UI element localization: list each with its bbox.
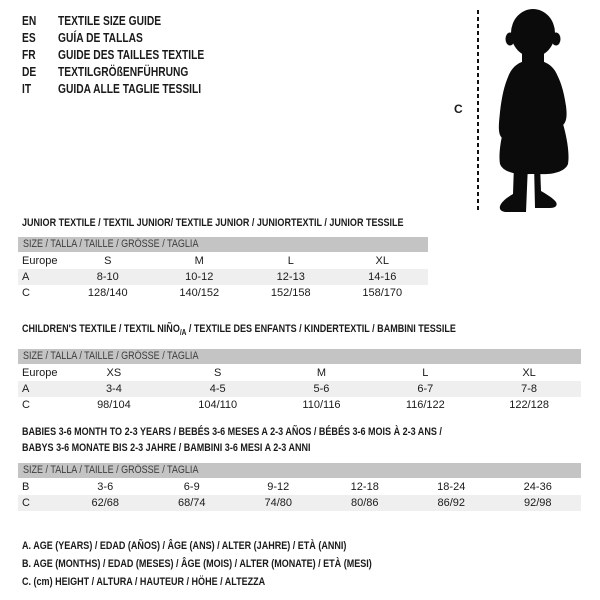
babies-table-title-line1 [22, 426, 534, 438]
language-row-fr [22, 47, 236, 64]
height-label: C [454, 102, 463, 116]
height-cell: 140/152 [179, 287, 220, 299]
language-code [22, 47, 58, 64]
language-label: GUIDE DES TAILLES TEXTILE [58, 48, 205, 62]
children-size-table [18, 349, 581, 413]
legend-item-a [22, 537, 449, 555]
size-cell: L [287, 255, 294, 267]
babies-title-text-2: BABYS 3-6 MONATE BIS 2-3 JAHRE / BAMBINI 3-6 MESI A 2-3 ANNI [22, 442, 311, 454]
height-cell: 116/122 [405, 399, 445, 411]
size-header-text: SIZE / TALLA / TAILLE / GRÖSSE / TAGLIA [23, 238, 199, 250]
size-header-bar [18, 237, 428, 252]
size-header-bar [18, 349, 581, 364]
language-row-en [22, 13, 236, 30]
language-label: GUÍA DE TALLAS [58, 31, 143, 45]
language-code-text: EN [22, 14, 37, 28]
table-row-height [18, 495, 581, 511]
months-cell: 3-6 [97, 481, 114, 493]
title-subscript: /A [179, 328, 187, 338]
height-cell: 122/128 [509, 399, 549, 411]
height-cell: 158/170 [362, 287, 403, 299]
size-header-text: SIZE / TALLA / TAILLE / GRÖSSE / TAGLIA [23, 464, 199, 476]
height-cell: 68/74 [177, 497, 206, 509]
table-row-height [18, 285, 428, 301]
row-label: C [22, 497, 30, 509]
language-code [22, 30, 58, 47]
height-cell: 80/86 [350, 497, 379, 509]
age-cell: 7-8 [521, 383, 538, 395]
size-header-bar [18, 463, 581, 478]
table-row-europe [18, 365, 581, 381]
language-code [22, 64, 58, 81]
size-cell: XL [375, 255, 389, 267]
age-cell: 3-4 [105, 383, 122, 395]
row-label: B [22, 481, 30, 493]
age-cell: 6-7 [417, 383, 434, 395]
height-cell: 86/92 [437, 497, 466, 509]
legend-text: C. (cm) HEIGHT / ALTURA / HAUTEUR / HÖHE / ALTEZZA [22, 576, 266, 588]
months-cell: 24-36 [523, 481, 552, 493]
language-row-de [22, 64, 236, 81]
language-code [22, 13, 58, 30]
language-code-text: DE [22, 65, 37, 79]
height-cell: 92/98 [523, 497, 552, 509]
babies-title-text-1: BABIES 3-6 MONTH TO 2-3 YEARS / BEBÉS 3-6 MESES A 2-3 AÑOS / BÉBÉS 3-6 MOIS À 2-3 ANS / [22, 426, 442, 438]
age-cell: 5-6 [313, 383, 330, 395]
row-label: Europe [22, 255, 58, 267]
size-cell: L [422, 367, 429, 379]
size-cell: XL [522, 367, 536, 379]
language-code-text: ES [22, 31, 36, 45]
table-row-age [18, 269, 428, 285]
height-figure [440, 6, 598, 218]
table-row-europe [18, 253, 428, 269]
size-header-text: SIZE / TALLA / TAILLE / GRÖSSE / TAGLIA [23, 350, 199, 362]
age-cell: 4-5 [209, 383, 226, 395]
age-cell: 14-16 [368, 271, 397, 283]
age-cell: 8-10 [96, 271, 119, 283]
size-cell: S [214, 367, 222, 379]
size-cell: S [104, 255, 112, 267]
table-row-age [18, 381, 581, 397]
children-table-title [22, 323, 551, 337]
months-cell: 6-9 [183, 481, 200, 493]
row-label: C [22, 399, 30, 411]
months-cell: 9-12 [267, 481, 290, 493]
children-table-title-text [22, 323, 456, 337]
language-label: TEXTILGRÖßENFÜHRUNG [58, 65, 189, 79]
size-cell: XS [106, 367, 122, 379]
size-cell: M [316, 367, 327, 379]
junior-table-title [22, 217, 487, 229]
height-cell: 128/140 [87, 287, 128, 299]
height-cell: 104/110 [198, 399, 238, 411]
row-label: Europe [22, 367, 58, 379]
language-code [22, 81, 58, 98]
junior-table-title-text: JUNIOR TEXTILE / TEXTIL JUNIOR/ TEXTILE JUNIOR / JUNIORTEXTIL / JUNIOR TESSILE [22, 217, 404, 229]
title-pre: CHILDREN'S TEXTILE / TEXTIL NIÑO [22, 323, 180, 335]
junior-size-table [18, 237, 428, 301]
row-label: C [22, 287, 30, 299]
legend-item-c [22, 573, 449, 591]
baby-silhouette-icon [486, 8, 582, 214]
legend-item-b [22, 555, 449, 573]
table-row-months [18, 479, 581, 495]
row-label: A [22, 383, 30, 395]
legend-text: A. AGE (YEARS) / EDAD (AÑOS) / ÂGE (ANS) / ALTER (JAHRE) / ETÀ (ANNI) [22, 540, 347, 552]
language-label: GUIDA ALLE TAGLIE TESSILI [58, 82, 202, 96]
language-label: TEXTILE SIZE GUIDE [58, 14, 162, 28]
height-cell: 152/158 [270, 287, 311, 299]
title-post: / TEXTILE DES ENFANTS / KINDERTEXTIL / BAMBINI TESSILE [186, 323, 456, 335]
height-cell: 74/80 [264, 497, 293, 509]
babies-table-title-line2 [22, 442, 374, 454]
height-cell: 98/104 [97, 399, 131, 411]
months-cell: 12-18 [350, 481, 379, 493]
size-cell: M [194, 255, 204, 267]
legend-text: B. AGE (MONTHS) / EDAD (MESES) / ÂGE (MOIS) / ALTER (MONATE) / ETÀ (MESI) [22, 558, 372, 570]
language-code-text: FR [22, 48, 36, 62]
babies-size-table [18, 463, 581, 511]
legend [22, 537, 449, 591]
row-label: A [22, 271, 30, 283]
height-cell: 110/116 [302, 399, 341, 411]
language-list [22, 13, 236, 98]
age-cell: 12-13 [276, 271, 305, 283]
language-row-es [22, 30, 236, 47]
months-cell: 18-24 [437, 481, 466, 493]
height-dashed-line [476, 10, 480, 210]
language-row-it [22, 81, 236, 98]
age-cell: 10-12 [185, 271, 214, 283]
language-code-text: IT [22, 82, 32, 96]
table-row-height [18, 397, 581, 413]
height-cell: 62/68 [91, 497, 120, 509]
